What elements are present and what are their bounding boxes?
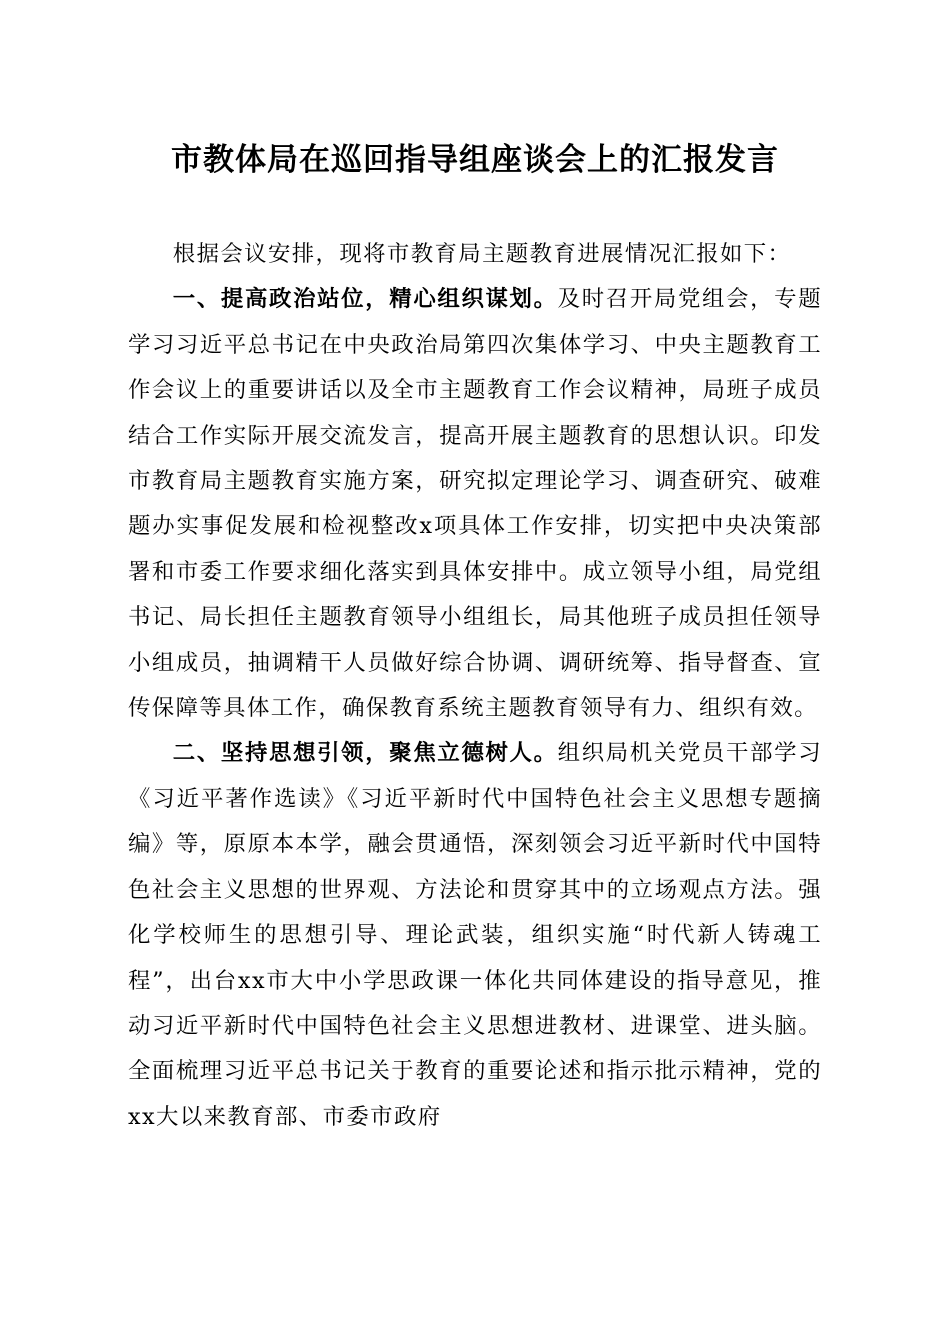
section-text-1: 及时召开局党组会，专题学习习近平总书记在中央政治局第四次集体学习、中央主题教育工作会议上的重要讲话以及全市主题教育工作会议精神，局班子成员结合工作实际开展交流发言，提高开展主题教育的思想认识。印发市教育局主题教育实施方案，研究拟定理论学习、调查研究、破难题办实事促发展和检视整改x项具体工作安排，切实把中央决策部署和市委工作要求细化落实到具体安排中。成立领导小组，局党组书记、局长担任主题教育领导小组组长，局其他班子成员担任领导小组成员，抽调精干人员做好综合协调、调研统筹、指导督查、宣传保障等具体工作，确保教育系统主题教育领导有力、组织有效。 (128, 286, 823, 722)
section-heading-1: 一、提高政治站位，精心组织谋划。 (172, 286, 558, 313)
document-title: 市教体局在巡回指导组座谈会上的汇报发言 (171, 142, 779, 178)
section-heading-2: 二、坚持思想引领，聚焦立德树人。 (172, 740, 558, 767)
section-text-2: 组织局机关党员干部学习《习近平著作选读》《习近平新时代中国特色社会主义思想专题摘编》等，原原本本学，融会贯通悟，深刻领会习近平新时代中国特色社会主义思想的世界观、方法论和贯穿其中的立场观点方法。强化学校师生的思想引导、理论武装，组织实施“时代新人铸魂工程”，出台xx市大中小学思政课一体化共同体建设的指导意见，推动习近平新时代中国特色社会主义思想进教材、进课堂、进头脑。全面梳理习近平总书记关于教育的重要论述和指示批示精神，党的xx大以来教育部、市委市政府 (128, 740, 823, 1130)
document-body (128, 232, 822, 1140)
section-paragraph-2 (128, 731, 822, 1140)
intro-paragraph: 根据会议安排，现将市教育局主题教育进展情况汇报如下： (172, 241, 792, 267)
section-paragraph-1 (128, 277, 822, 731)
